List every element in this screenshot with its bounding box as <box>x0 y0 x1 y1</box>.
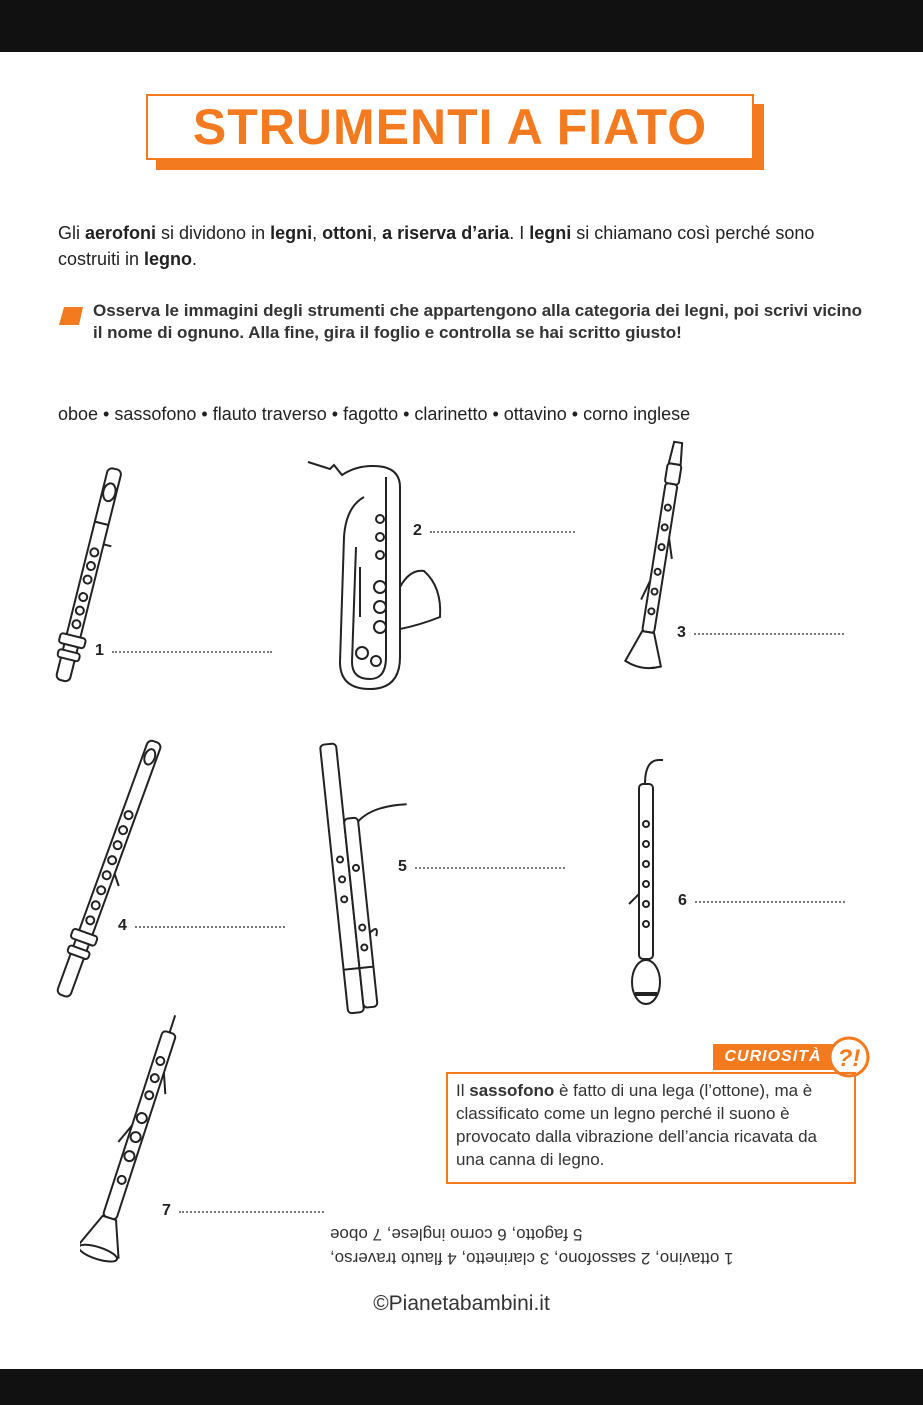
answer-line-1[interactable] <box>95 642 272 660</box>
saxophone-icon <box>300 457 450 697</box>
answer-line-3[interactable] <box>677 624 844 642</box>
answer-blank[interactable] <box>112 650 272 653</box>
intro-bold: a riserva d’aria <box>382 223 510 243</box>
intro-text: , <box>312 223 323 243</box>
label-number: 6 <box>678 892 687 909</box>
label-number: 4 <box>118 917 127 934</box>
intro-bold: legno <box>144 249 193 269</box>
answer-line-5[interactable] <box>398 858 565 876</box>
upside-down-answers <box>330 1222 856 1270</box>
word-list: oboe • sassofono • flauto traverso • fagotto • clarinetto • ottavino • corno inglese <box>58 404 691 424</box>
answer-blank[interactable] <box>430 530 575 533</box>
curiosity-text: Il <box>456 1081 470 1100</box>
intro-bold: ottoni <box>322 223 373 243</box>
title-box <box>146 94 754 160</box>
answer-blank[interactable] <box>179 1210 324 1213</box>
answer-blank[interactable] <box>694 632 844 635</box>
curiosity-text: è fatto di una lega (l’ottone), ma è classificato come un legno perché il suono è provocato dalla vibrazione dell’ancia ricavata da una canna di legno. <box>456 1081 817 1169</box>
answer-line-7[interactable] <box>162 1202 324 1220</box>
intro-text: . I <box>509 223 530 243</box>
intro-text: Gli <box>58 223 85 243</box>
intro-text: , <box>372 223 383 243</box>
answer-blank[interactable] <box>695 900 845 903</box>
curiosity-box <box>446 1072 856 1184</box>
intro-text: . <box>192 249 198 269</box>
answer-line-2[interactable] <box>413 522 575 540</box>
intro-text: si dividono in <box>156 223 271 243</box>
label-number: 7 <box>162 1202 171 1219</box>
label-number: 3 <box>677 624 686 641</box>
answer-line-4[interactable] <box>118 917 285 935</box>
label-number: 2 <box>413 522 422 539</box>
answers-line: 5 fagotto, 6 corno inglese, 7 oboe <box>330 1225 583 1244</box>
task-bullet-icon <box>58 306 84 326</box>
intro-bold: aerofoni <box>85 223 157 243</box>
intro-bold: legni <box>529 223 572 243</box>
answer-blank[interactable] <box>135 925 285 928</box>
intro-bold: legni <box>270 223 313 243</box>
label-number: 1 <box>95 642 104 659</box>
curiosity-bold: sassofono <box>469 1081 555 1100</box>
answers-line: 1 ottavino, 2 sassofono, 3 clarinetto, 4 flauto traverso, <box>330 1249 734 1268</box>
page-title: STRUMENTI A FIATO <box>192 99 708 155</box>
english-horn-icon <box>615 754 685 1009</box>
worksheet-page <box>0 52 923 1369</box>
flute-icon <box>50 732 170 1007</box>
label-number: 5 <box>398 858 407 875</box>
answer-blank[interactable] <box>415 866 565 869</box>
title-banner <box>146 94 766 172</box>
site-credit: ©Pianetabambini.it <box>373 1292 550 1315</box>
bassoon-icon <box>310 737 420 1017</box>
intro-paragraph <box>58 220 858 272</box>
task-instructions: Osserva le immagini degli strumenti che appartengono alla categoria dei legni, poi scrivi vicino il nome di ognuno. Alla fine, gira il foglio e controlla se hai scritto giusto! <box>93 301 863 342</box>
curiosity-header: CURIOSITÀ <box>713 1044 833 1070</box>
curiosity-badge: ?! <box>837 1045 861 1072</box>
oboe-icon <box>80 1007 190 1272</box>
answer-line-6[interactable] <box>678 892 845 910</box>
intro-text: si chiamano così perché sono costruiti in <box>58 223 815 269</box>
